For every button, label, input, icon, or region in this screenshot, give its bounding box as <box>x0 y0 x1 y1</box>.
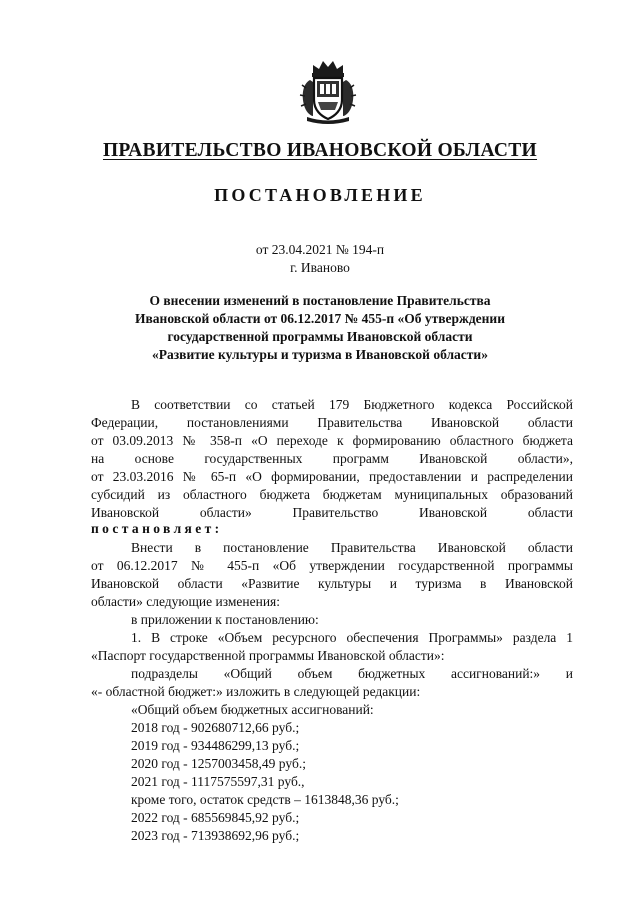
body-line: «Общий объем бюджетных ассигнований: <box>131 702 374 717</box>
city: г. Иваново <box>290 260 350 275</box>
budget-line-2020: 2020 год - 1257003458,49 руб.; <box>131 756 306 771</box>
budget-remainder-line: кроме того, остаток средств – 1613848,36 руб.; <box>131 792 399 807</box>
body-line: от 23.03.2016 № 65-п «О формировании, предоставлении и распределении <box>91 469 573 484</box>
body-line: «- областной бюджет:» изложить в следующей редакции: <box>91 684 421 699</box>
budget-line-2021: 2021 год - 1117575597,31 руб., <box>131 774 305 789</box>
budget-line-2022: 2022 год - 685569845,92 руб.; <box>131 810 300 825</box>
budget-line-2018: 2018 год - 902680712,66 руб.; <box>131 720 300 735</box>
body-line: «Паспорт государственной программы Ивановской области»: <box>91 648 445 663</box>
title-line: государственной программы Ивановской области <box>167 329 473 344</box>
budget-line-2023: 2023 год - 713938692,96 руб.; <box>131 828 300 843</box>
body-line: Федерации, постановлениями Правительства Ивановской области <box>91 415 573 430</box>
coat-of-arms-icon <box>299 58 357 124</box>
body-line: субсидий из областного бюджета бюджетам муниципальных образований <box>91 487 573 502</box>
body-line: Ивановской области» Правительство Ивановской области <box>91 505 573 520</box>
body-line: Ивановской области «Развитие культуры и туризма в Ивановской <box>91 576 573 591</box>
body-line: В соответствии со статьей 179 Бюджетного кодекса Российской <box>131 397 573 412</box>
body-line: в приложении к постановлению: <box>131 612 319 627</box>
title-line: «Развитие культуры и туризма в Ивановской области» <box>152 347 488 362</box>
title-line: О внесении изменений в постановление Правительства <box>149 293 491 308</box>
body-line: подразделы «Общий объем бюджетных ассигнований:» и <box>131 666 573 681</box>
decree-word: постановляет: <box>91 521 223 536</box>
date-and-number: от 23.04.2021 № 194-п <box>255 242 385 257</box>
body-line: области» следующие изменения: <box>91 594 281 609</box>
government-name: ПРАВИТЕЛЬСТВО ИВАНОВСКОЙ ОБЛАСТИ <box>102 140 538 161</box>
body-line: 1. В строке «Объем ресурсного обеспечения Программы» раздела 1 <box>131 630 573 645</box>
budget-line-2019: 2019 год - 934486299,13 руб.; <box>131 738 300 753</box>
body-line: от 03.09.2013 № 358-п «О переходе к формированию областного бюджета <box>91 433 573 448</box>
body-line: на основе государственных программ Ивановской области», <box>91 451 573 466</box>
title-line: Ивановской области от 06.12.2017 № 455-п «Об утверждении <box>135 311 505 326</box>
body-line: от 06.12.2017 № 455-п «Об утверждении государственной программы <box>91 558 573 573</box>
document-type: ПОСТАНОВЛЕНИЕ <box>214 185 426 205</box>
body-line: Внести в постановление Правительства Ивановской области <box>131 540 573 555</box>
